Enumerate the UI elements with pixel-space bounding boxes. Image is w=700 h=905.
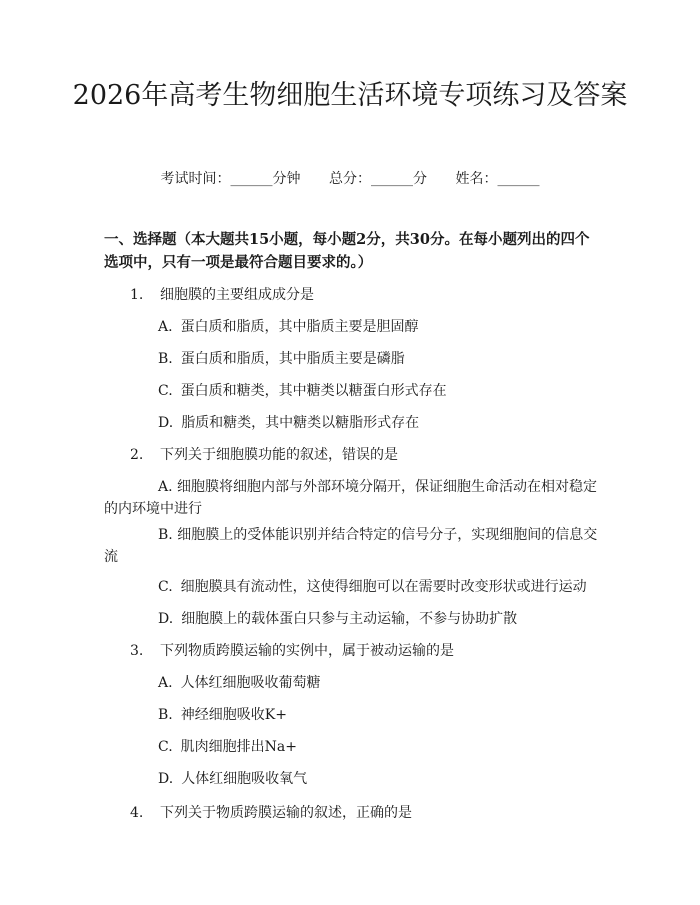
question-3-option-d: [158, 768, 307, 790]
option-text: 神经细胞吸收K+: [180, 707, 287, 723]
question-2-option-d: [158, 608, 517, 630]
option-text: 细胞膜具有流动性，这使得细胞可以在需要时改变形状或进行运动: [180, 579, 587, 595]
question-number: 4.: [130, 805, 144, 821]
exam-time-label: 考试时间：: [160, 171, 231, 187]
option-text: 脂质和糖类，其中糖类以糖脂形式存在: [181, 415, 420, 431]
question-text: 下列物质跨膜运输的实例中，属于被动运输的是: [160, 643, 454, 659]
section-header: 一、选择题（本大题共15小题，每小题2分，共30分。在每小题列出的四个选项中，只有一项是最符合题目要求的。）: [104, 231, 590, 271]
option-text: 细胞膜上的载体蛋白只参与主动运输，不参与协助扩散: [181, 611, 518, 627]
total-score-blank: ______: [371, 171, 413, 187]
question-number: 3.: [130, 643, 144, 659]
option-text: 人体红细胞吸收葡萄糖: [180, 675, 321, 691]
option-label: C.: [158, 739, 173, 755]
question-1-option-b: [158, 348, 405, 370]
question-2-option-c: [158, 576, 587, 598]
option-text: 细胞膜将细胞内部与外部环境分隔开，保证细胞生命活动在相对稳定的内环境中进行: [104, 479, 598, 517]
option-label: C.: [158, 383, 173, 399]
question-text: 下列关于物质跨膜运输的叙述，正确的是: [160, 805, 412, 821]
option-label: C.: [158, 579, 173, 595]
question-2-option-b: [104, 524, 599, 568]
student-name-label: 姓名：: [455, 171, 498, 187]
option-text: 细胞膜上的受体能识别并结合特定的信号分子，实现细胞间的信息交流: [104, 527, 598, 565]
option-text: 蛋白质和脂质，其中脂质主要是胆固醇: [180, 319, 419, 335]
option-label: D.: [158, 771, 174, 787]
question-3-option-a: [158, 672, 321, 694]
question-3-option-b: [158, 704, 287, 726]
question-text: 下列关于细胞膜功能的叙述，错误的是: [160, 447, 398, 463]
question-text: 细胞膜的主要组成成分是: [160, 287, 314, 303]
option-text: 蛋白质和脂质，其中脂质主要是磷脂: [180, 351, 405, 367]
page-title: 2026年高考生物细胞生活环境专项练习及答案: [72, 80, 628, 111]
total-score-field: [329, 171, 427, 187]
question-number: 1.: [130, 287, 144, 303]
question-number: 2.: [130, 447, 144, 463]
question-1-option-c: [158, 380, 447, 402]
option-label: A.: [158, 319, 173, 335]
option-label: B.: [158, 351, 173, 367]
total-score-unit: 分: [413, 171, 427, 187]
question-1-option-d: [158, 412, 419, 434]
question-1-option-a: [158, 316, 419, 338]
option-label: B.: [158, 707, 173, 723]
option-label: A.: [158, 675, 173, 691]
option-label: B.: [158, 527, 173, 543]
option-label: A.: [158, 479, 173, 495]
student-name-field: [455, 171, 539, 187]
student-name-blank: ______: [497, 171, 540, 187]
question-2-option-a: [104, 476, 599, 520]
question-3-option-c: [158, 736, 297, 758]
option-text: 蛋白质和糖类，其中糖类以糖蛋白形式存在: [180, 383, 447, 399]
exam-time-unit: 分钟: [272, 171, 301, 187]
option-text: 肌肉细胞排出Na+: [180, 739, 297, 755]
exam-time-blank: ______: [230, 171, 273, 187]
option-label: D.: [158, 415, 174, 431]
option-text: 人体红细胞吸收氧气: [181, 771, 308, 787]
exam-info: [0, 168, 700, 188]
option-label: D.: [158, 611, 174, 627]
total-score-label: 总分：: [329, 171, 371, 187]
exam-time-field: [161, 171, 301, 187]
